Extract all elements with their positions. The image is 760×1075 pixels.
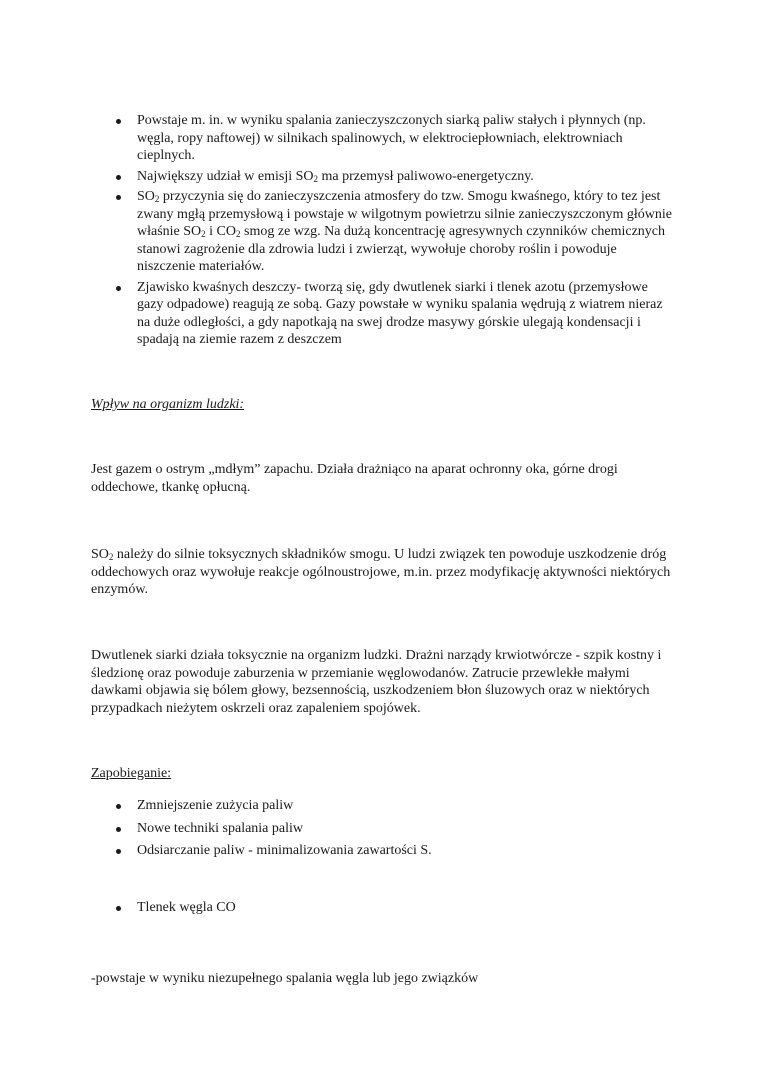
list-item-text: Największy udział w emisji $SO_2$ ma przemysł paliwowo-energetyczny. xyxy=(137,168,534,184)
bullet-icon xyxy=(116,906,121,911)
bullet-icon xyxy=(116,827,121,832)
paragraph-irritation: Jest gazem o ostrym „mdłym” zapachu. Działa drażniąco na aparat ochronny oka, górne drogi oddechowe, tkankę opłucną. xyxy=(91,462,618,495)
paragraph-health-effects: Dwutlenek siarki działa toksycznie na organizm ludzki. Drażni narządy krwiotwórcze - szpik kostny i śledzionę oraz powoduje zaburzenia w przemianie węglowodanów. Zatrucie przewlekłe małymi dawkami objawia się bólem głowy, bezsennością, uszkodzeniem błon śluzowych oraz w niektórych przypadkach nieżytem oskrzeli oraz zapaleniem spojówek. xyxy=(91,648,662,716)
bullet-icon xyxy=(116,175,121,180)
bullet-icon xyxy=(116,195,121,200)
bullet-icon xyxy=(116,804,121,809)
list-item-text: Powstaje m. in. w wyniku spalania zanieczyszczonych siarką paliw stałych i płynnych (np. węgla, ropy naftowej) w silnikach spalinowych, w elektrociepłowniach, elektrowniach cieplnych. xyxy=(137,113,646,163)
paragraph-co-formation: -powstaje w wyniku niezupełnego spalania węgla lub jego związków xyxy=(91,971,479,986)
list-item xyxy=(0,899,677,917)
bullet-icon xyxy=(116,286,121,291)
bullet-icon xyxy=(116,119,121,124)
heading-effects: Wpływ na organizm ludzki: xyxy=(91,397,245,412)
paragraph-toxicity: $SO_2$ należy do silnie toksycznych składników smogu. U ludzi związek ten powoduje uszkodzenie dróg oddechowych oraz wywołuje reakcje ogólnoustrojowe, m.in. przez modyfikację aktywności niektórych enzymów. xyxy=(91,547,671,597)
list-item xyxy=(0,279,677,349)
list-item xyxy=(0,820,677,838)
list-item-text: Nowe techniki spalania paliw xyxy=(137,820,304,836)
list-item xyxy=(0,842,677,860)
list-item xyxy=(0,168,677,186)
list-item xyxy=(0,188,677,276)
list-item-text: Zjawisko kwaśnych deszczy- tworzą się, gdy dwutlenek siarki i tlenek azotu (przemysłowe gazy odpadowe) reagują ze sobą. Gazy powstałe w wyniku spalania wędrują z wiatrem nieraz na duże odległości, a gdy napotkają na swej drodze masywy górskie ulegają kondensacji i spadają na ziemie razem z deszczem xyxy=(137,279,663,347)
heading-prevention: Zapobieganie: xyxy=(91,766,172,781)
bullet-list-so2-sources xyxy=(0,112,677,349)
bullet-icon xyxy=(116,849,121,854)
list-item xyxy=(0,797,677,815)
list-item-text: Tlenek węgla CO xyxy=(137,900,236,915)
list-item-text: Odsiarczanie paliw - minimalizowania zawartości S. xyxy=(137,843,432,858)
list-item xyxy=(0,112,677,165)
list-item-text: $SO_2$ przyczynia się do zanieczyszczenia atmosfery do tzw. Smogu kwaśnego, który to tez jest zwany mgłą przemysłową i powstaje w wilgotnym powietrzu silnie zanieczyszczonym głównie właśnie $SO_2$ i $CO_2$ smog ze wzg. Na dużą koncentrację agresywnych czynników chemicznych stanowi zagrożenie dla zdrowia ludzi i zwierząt, wywołuje choroby roślin i powoduje niszczenie materiałów. xyxy=(137,189,672,274)
list-item-text: Zmniejszenie zużycia paliw xyxy=(137,798,294,813)
bullet-list-carbon-monoxide xyxy=(0,899,677,917)
bullet-list-prevention xyxy=(0,797,677,860)
